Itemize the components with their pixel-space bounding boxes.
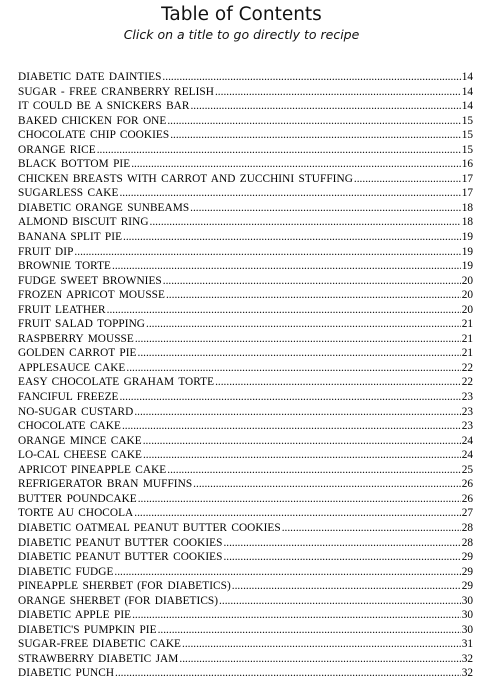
toc-entry-title[interactable]: CHOCOLATE CAKE: [18, 420, 121, 433]
toc-entry-title[interactable]: SUGARLESS CAKE: [18, 187, 119, 200]
toc-entry-title[interactable]: ORANGE MINCE CAKE: [18, 434, 142, 447]
dot-leader: [132, 608, 461, 623]
table-of-contents: [18, 70, 473, 681]
toc-entry[interactable]: [18, 114, 473, 129]
toc-entry-page[interactable]: 17: [461, 172, 473, 185]
toc-entry-page[interactable]: 29: [461, 565, 473, 578]
dot-leader: [179, 652, 460, 667]
toc-entry[interactable]: [18, 579, 473, 594]
dot-leader: [146, 317, 461, 332]
toc-entry-title[interactable]: NO-SUGAR CUSTARD: [18, 405, 134, 418]
toc-entry[interactable]: [18, 215, 473, 230]
toc-entry-title[interactable]: TORTE AU CHOCOLA: [18, 507, 134, 520]
toc-entry-title[interactable]: PINEAPPLE SHERBET (FOR DIABETICS): [18, 580, 231, 593]
toc-entry-title[interactable]: ORANGE SHERBET (FOR DIABETICS): [18, 594, 219, 607]
toc-entry[interactable]: [18, 405, 473, 420]
toc-entry-title[interactable]: BUTTER POUNDCAKE: [18, 492, 137, 505]
toc-entry[interactable]: [18, 506, 473, 521]
dot-leader: [219, 594, 461, 609]
toc-entry-title[interactable]: DIABETIC PEANUT BUTTER COOKIES: [18, 551, 223, 564]
toc-entry-page[interactable]: 23: [461, 405, 473, 418]
toc-entry-page[interactable]: 26: [461, 478, 473, 491]
toc-entry-page[interactable]: 29: [461, 580, 473, 593]
dot-leader: [119, 390, 460, 405]
toc-entry[interactable]: [18, 317, 473, 332]
toc-entry-title[interactable]: ORANGE RICE: [18, 143, 96, 156]
toc-entry-page[interactable]: 19: [461, 260, 473, 273]
toc-entry[interactable]: [18, 332, 473, 347]
toc-entry-page[interactable]: 22: [461, 361, 473, 374]
toc-entry-page[interactable]: 14: [461, 71, 473, 83]
toc-entry[interactable]: [18, 303, 473, 318]
toc-entry-page[interactable]: 28: [461, 521, 473, 534]
toc-entry-title[interactable]: APPLESAUCE CAKE: [18, 361, 126, 374]
toc-entry[interactable]: [18, 536, 473, 551]
dot-leader: [167, 114, 460, 129]
toc-entry-title[interactable]: DIABETIC ORANGE SUNBEAMS: [18, 201, 190, 214]
toc-entry[interactable]: [18, 85, 473, 100]
dot-leader: [123, 230, 461, 245]
toc-entry-title[interactable]: APRICOT PINEAPPLE CAKE: [18, 463, 167, 476]
toc-entry-title[interactable]: FRUIT SALAD TOPPING: [18, 318, 145, 331]
toc-entry-page[interactable]: 29: [461, 551, 473, 564]
toc-entry-page[interactable]: 26: [461, 492, 473, 505]
dot-leader: [215, 375, 461, 390]
toc-entry-page[interactable]: 30: [461, 623, 473, 636]
toc-entry-page[interactable]: 27: [461, 507, 473, 520]
toc-entry-title[interactable]: DIABETIC PEANUT BUTTER COOKIES: [18, 536, 223, 549]
toc-entry[interactable]: [18, 652, 473, 667]
toc-entry[interactable]: [18, 463, 473, 478]
toc-entry[interactable]: [18, 99, 473, 114]
toc-entry-title[interactable]: BANANA SPLIT PIE: [18, 231, 123, 244]
dot-leader: [223, 536, 460, 551]
toc-entry-page[interactable]: 30: [461, 594, 473, 607]
dot-leader: [134, 506, 460, 521]
dot-leader: [135, 332, 461, 347]
toc-entry-page[interactable]: 23: [461, 420, 473, 433]
toc-entry-page[interactable]: 24: [461, 449, 473, 462]
dot-leader: [143, 448, 461, 463]
toc-entry[interactable]: [18, 565, 473, 580]
toc-entry-page[interactable]: 32: [461, 667, 473, 680]
toc-entry[interactable]: [18, 128, 473, 143]
dot-leader: [167, 463, 460, 478]
dot-leader: [232, 579, 461, 594]
dot-leader: [162, 70, 460, 85]
toc-entry-page[interactable]: 23: [461, 391, 473, 404]
toc-entry[interactable]: [18, 623, 473, 638]
toc-entry-page[interactable]: 30: [461, 609, 473, 622]
toc-entry[interactable]: [18, 419, 473, 434]
toc-entry-title[interactable]: RASPBERRY MOUSSE: [18, 332, 134, 345]
dot-leader: [170, 128, 461, 143]
dot-leader: [119, 186, 460, 201]
toc-entry-page[interactable]: 18: [461, 216, 473, 229]
toc-entry-page[interactable]: 20: [461, 303, 473, 316]
toc-entry-title[interactable]: GOLDEN CARROT PIE: [18, 347, 137, 360]
toc-entry-page[interactable]: 24: [461, 434, 473, 447]
dot-leader: [114, 565, 460, 580]
dot-leader: [223, 550, 460, 565]
toc-entry-title[interactable]: LO-CAL CHEESE CAKE: [18, 449, 142, 462]
dot-leader: [134, 405, 460, 420]
toc-header: [0, 4, 483, 43]
dot-leader: [182, 637, 461, 652]
toc-entry-title[interactable]: BROWNIE TORTE: [18, 260, 111, 273]
dot-leader: [166, 288, 461, 303]
toc-entry-title[interactable]: IT COULD BE A SNICKERS BAR: [18, 100, 190, 113]
toc-entry[interactable]: [18, 637, 473, 652]
toc-entry[interactable]: [18, 594, 473, 609]
toc-entry-page[interactable]: 15: [461, 143, 473, 156]
toc-entry-title[interactable]: BAKED CHICKEN FOR ONE: [18, 114, 167, 127]
dot-leader: [126, 361, 460, 376]
toc-entry[interactable]: [18, 521, 473, 536]
dot-leader: [107, 303, 461, 318]
toc-entry[interactable]: [18, 390, 473, 405]
toc-entry-page[interactable]: 20: [461, 289, 473, 302]
toc-entry-title[interactable]: DIABETIC'S PUMPKIN PIE: [18, 623, 157, 636]
toc-entry[interactable]: [18, 434, 473, 449]
toc-entry-page[interactable]: 25: [461, 463, 473, 476]
toc-entry[interactable]: [18, 666, 473, 681]
toc-entry[interactable]: [18, 346, 473, 361]
toc-entry-title[interactable]: CHOCOLATE CHIP COOKIES: [18, 129, 170, 142]
toc-entry-title[interactable]: FUDGE SWEET BROWNIES: [18, 274, 162, 287]
toc-entry-page[interactable]: 17: [461, 187, 473, 200]
toc-entry-title[interactable]: DIABETIC FUDGE: [18, 565, 114, 578]
toc-entry-title[interactable]: FRUIT LEATHER: [18, 303, 106, 316]
dot-leader: [97, 143, 461, 158]
toc-entry[interactable]: [18, 157, 473, 172]
dot-leader: [74, 245, 460, 260]
dot-leader: [158, 623, 461, 638]
toc-entry[interactable]: [18, 288, 473, 303]
toc-entry-title[interactable]: DIABETIC OATMEAL PEANUT BUTTER COOKIES: [18, 521, 281, 534]
toc-entry-page[interactable]: 14: [461, 100, 473, 113]
toc-entry-page[interactable]: 21: [461, 347, 473, 360]
toc-entry-page[interactable]: 21: [461, 318, 473, 331]
toc-entry-title[interactable]: DIABETIC PUNCH: [18, 667, 115, 680]
toc-entry-title[interactable]: BLACK BOTTOM PIE: [18, 158, 131, 171]
dot-leader: [354, 172, 461, 187]
toc-entry-page[interactable]: 14: [461, 85, 473, 98]
toc-entry[interactable]: [18, 245, 473, 260]
dot-leader: [138, 492, 461, 507]
dot-leader: [112, 259, 461, 274]
dot-leader: [131, 157, 461, 172]
toc-entry-title[interactable]: STRAWBERRY DIABETIC JAM: [18, 652, 179, 665]
toc-entry-title[interactable]: EASY CHOCOLATE GRAHAM TORTE: [18, 376, 215, 389]
dot-leader: [190, 99, 460, 114]
dot-leader: [282, 521, 461, 536]
toc-entry-page[interactable]: 31: [461, 638, 473, 651]
toc-entry-title[interactable]: SUGAR - FREE CRANBERRY RELISH: [18, 85, 214, 98]
toc-entry[interactable]: [18, 361, 473, 376]
toc-entry-page[interactable]: 18: [461, 201, 473, 214]
toc-entry[interactable]: [18, 70, 473, 85]
dot-leader: [163, 274, 461, 289]
toc-entry[interactable]: [18, 550, 473, 565]
toc-entry-title[interactable]: FROZEN APRICOT MOUSSE: [18, 289, 165, 302]
toc-entry-title[interactable]: ALMOND BISCUIT RING: [18, 216, 149, 229]
dot-leader: [150, 215, 461, 230]
toc-entry-page[interactable]: 32: [461, 652, 473, 665]
toc-entry-page[interactable]: 16: [461, 158, 473, 171]
dot-leader: [190, 201, 461, 216]
page-title: Table of Contents: [161, 4, 322, 25]
toc-entry[interactable]: [18, 259, 473, 274]
toc-entry[interactable]: [18, 143, 473, 158]
toc-entry[interactable]: [18, 201, 473, 216]
toc-entry-page[interactable]: 21: [461, 332, 473, 345]
toc-entry-page[interactable]: 20: [461, 274, 473, 287]
toc-entry-title[interactable]: FANCIFUL FREEZE: [18, 391, 119, 404]
toc-entry-page[interactable]: 15: [461, 129, 473, 142]
toc-entry-title[interactable]: DIABETIC DATE DAINTIES: [18, 71, 162, 83]
toc-entry-title[interactable]: REFRIGERATOR BRAN MUFFINS: [18, 478, 193, 491]
toc-entry-title[interactable]: CHICKEN BREASTS WITH CARROT AND ZUCCHINI STUFFING: [18, 172, 353, 185]
toc-entry[interactable]: [18, 375, 473, 390]
toc-entry[interactable]: [18, 492, 473, 507]
dot-leader: [143, 434, 461, 449]
toc-entry[interactable]: [18, 172, 473, 187]
toc-entry[interactable]: [18, 274, 473, 289]
toc-entry-page[interactable]: 28: [461, 536, 473, 549]
toc-entry-page[interactable]: 15: [461, 114, 473, 127]
dot-leader: [193, 477, 461, 492]
toc-entry[interactable]: [18, 477, 473, 492]
toc-entry-page[interactable]: 19: [461, 231, 473, 244]
dot-leader: [122, 419, 461, 434]
toc-entry-page[interactable]: 19: [461, 245, 473, 258]
toc-entry[interactable]: [18, 230, 473, 245]
toc-entry-title[interactable]: DIABETIC APPLE PIE: [18, 609, 132, 622]
toc-entry[interactable]: [18, 608, 473, 623]
toc-entry[interactable]: [18, 186, 473, 201]
toc-entry[interactable]: [18, 448, 473, 463]
toc-entry-title[interactable]: FRUIT DIP: [18, 245, 74, 258]
dot-leader: [115, 666, 461, 681]
toc-entry-title[interactable]: SUGAR-FREE DIABETIC CAKE: [18, 638, 181, 651]
dot-leader: [215, 85, 461, 100]
toc-entry-page[interactable]: 22: [461, 376, 473, 389]
page-subtitle: Click on a title to go directly to recipe: [123, 27, 360, 42]
dot-leader: [138, 346, 461, 361]
